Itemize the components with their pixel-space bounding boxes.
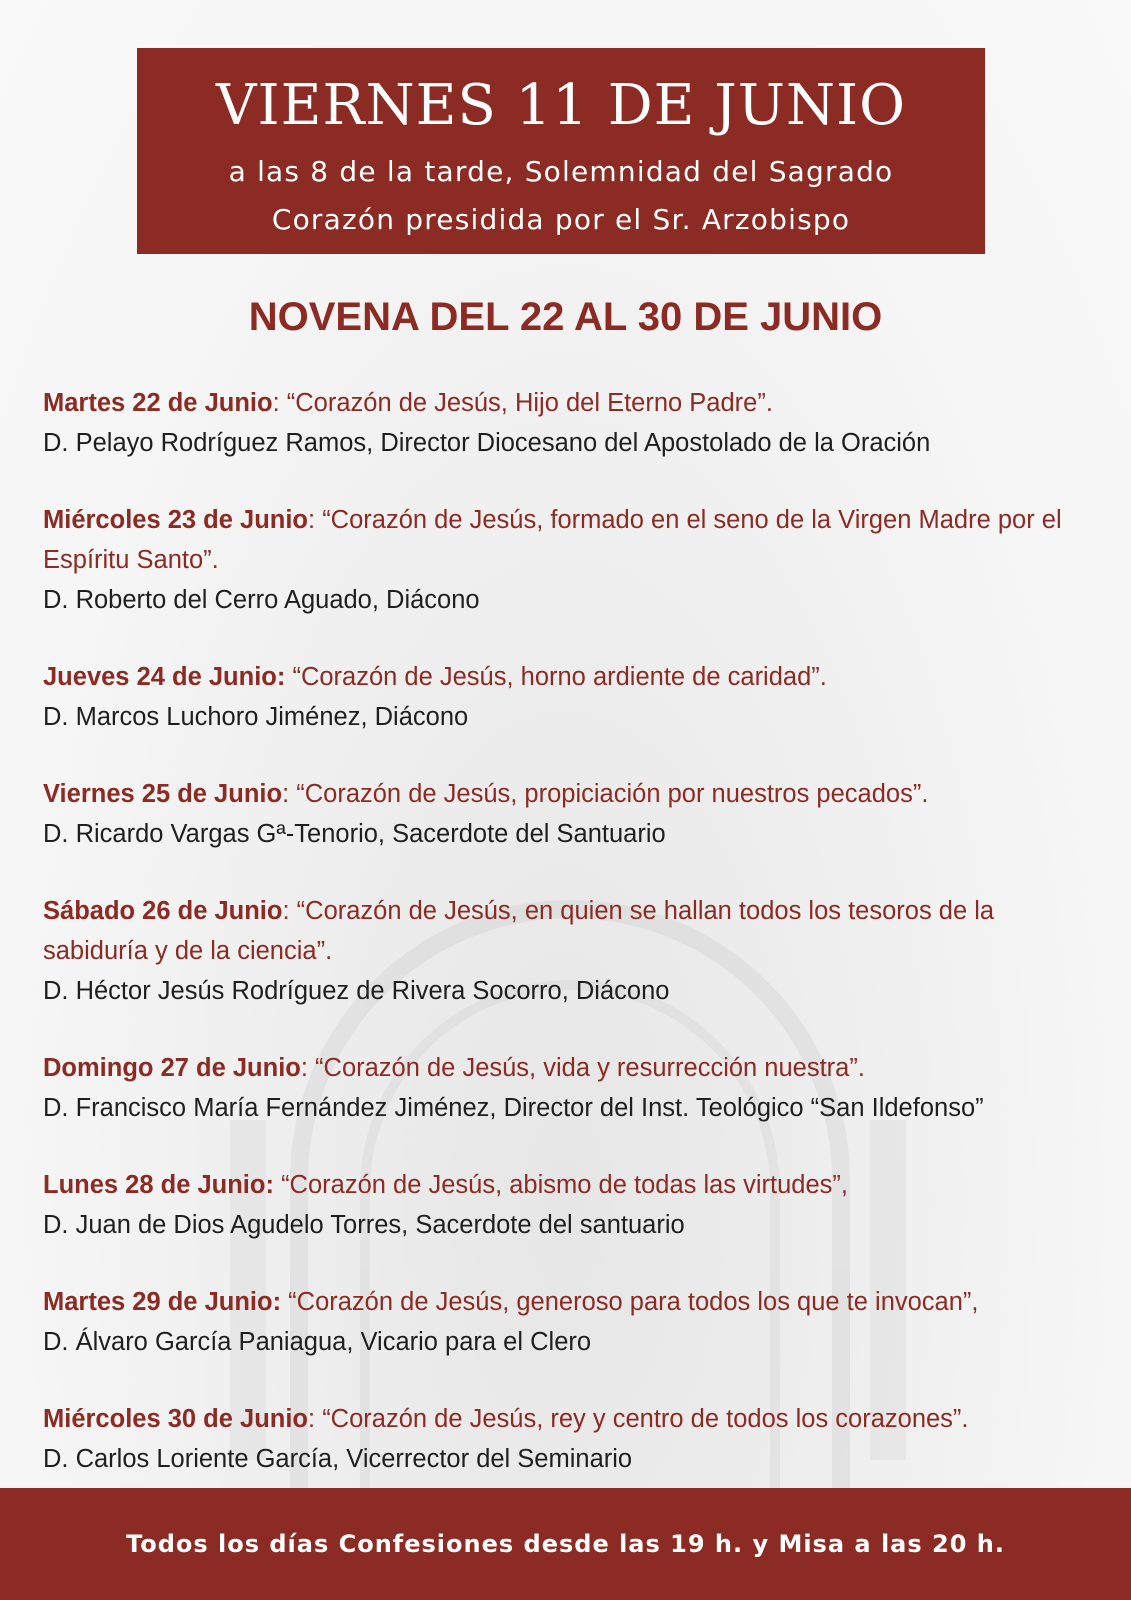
header-subtitle: [137, 148, 985, 244]
entry-day: Jueves 24 de Junio:: [43, 663, 286, 691]
footer-banner: [0, 1488, 1131, 1600]
entry-separator: :: [308, 1405, 323, 1433]
entry-day: Domingo 27 de Junio: [43, 1054, 301, 1082]
entry-speaker: D. Carlos Loriente García, Vicerrector del Seminario: [43, 1445, 633, 1473]
entry-speaker: D. Francisco María Fernández Jiménez, Director del Inst. Teológico “San Ildefonso”: [43, 1094, 984, 1122]
entry-day: Sábado 26 de Junio: [43, 897, 283, 925]
entry-day: Martes 22 de Junio: [43, 389, 273, 417]
entry-speaker: D. Héctor Jesús Rodríguez de Rivera Socorro, Diácono: [43, 977, 670, 1005]
schedule-entry: [43, 383, 1103, 463]
schedule-entry: [43, 1399, 1103, 1479]
entry-day: Miércoles 30 de Junio: [43, 1405, 309, 1433]
entry-speaker: D. Álvaro García Paniagua, Vicario para el Clero: [43, 1328, 592, 1356]
entry-theme: “Corazón de Jesús, vida y resurrección nuestra”.: [315, 1054, 865, 1082]
entry-theme: “Corazón de Jesús, propiciación por nuestros pecados”.: [296, 780, 929, 808]
entry-theme: “Corazón de Jesús, generoso para todos los que te invocan”,: [288, 1288, 979, 1316]
entry-separator: :: [282, 780, 297, 808]
entry-speaker: D. Juan de Dios Agudelo Torres, Sacerdote del santuario: [43, 1211, 685, 1239]
entry-separator: :: [282, 897, 297, 925]
entry-separator: :: [300, 1054, 316, 1082]
novena-schedule: [43, 383, 1103, 1516]
entry-day: Lunes 28 de Junio:: [43, 1171, 274, 1199]
schedule-entry: [43, 774, 1103, 854]
entry-day: Martes 29 de Junio:: [43, 1288, 282, 1316]
schedule-entry: [43, 657, 1103, 737]
entry-theme: “Corazón de Jesús, rey y centro de todos los corazones”.: [322, 1405, 969, 1433]
entry-theme: “Corazón de Jesús, en quien se hallan todos los tesoros de la sabiduría y de la ciencia”.: [43, 897, 995, 965]
entry-speaker: D. Roberto del Cerro Aguado, Diácono: [43, 586, 480, 614]
entry-theme: “Corazón de Jesús, abismo de todas las virtudes”,: [281, 1171, 849, 1199]
entry-speaker: D. Marcos Luchoro Jiménez, Diácono: [43, 703, 469, 731]
entry-separator: :: [272, 389, 287, 417]
schedule-entry: [43, 1048, 1103, 1128]
header-banner: [137, 48, 985, 254]
schedule-entry: [43, 500, 1103, 620]
header-subtitle-line2: Corazón presidida por el Sr. Arzobispo: [271, 203, 851, 236]
schedule-entry: [43, 1165, 1103, 1245]
footer-text: Todos los días Confesiones desde las 19 h. y Misa a las 20 h.: [126, 1530, 1005, 1558]
schedule-entry: [43, 891, 1103, 1011]
novena-title: NOVENA DEL 22 AL 30 DE JUNIO: [248, 295, 883, 339]
schedule-entry: [43, 1282, 1103, 1362]
entry-day: Miércoles 23 de Junio: [43, 506, 309, 534]
entry-speaker: D. Pelayo Rodríguez Ramos, Director Diocesano del Apostolado de la Oración: [43, 429, 931, 457]
entry-separator: [274, 1171, 281, 1199]
entry-theme: “Corazón de Jesús, horno ardiente de caridad”.: [292, 663, 827, 691]
entry-speaker: D. Ricardo Vargas Gª-Tenorio, Sacerdote del Santuario: [43, 820, 666, 848]
entry-day: Viernes 25 de Junio: [43, 780, 283, 808]
entry-theme: “Corazón de Jesús, formado en el seno de la Virgen Madre por el Espíritu Santo”.: [43, 506, 1062, 574]
entry-separator: :: [308, 506, 323, 534]
header-title: VIERNES 11 DE JUNIO: [216, 73, 906, 138]
header-subtitle-line1: a las 8 de la tarde, Solemnidad del Sagrado: [228, 155, 894, 188]
entry-theme: “Corazón de Jesús, Hijo del Eterno Padre”.: [286, 389, 773, 417]
